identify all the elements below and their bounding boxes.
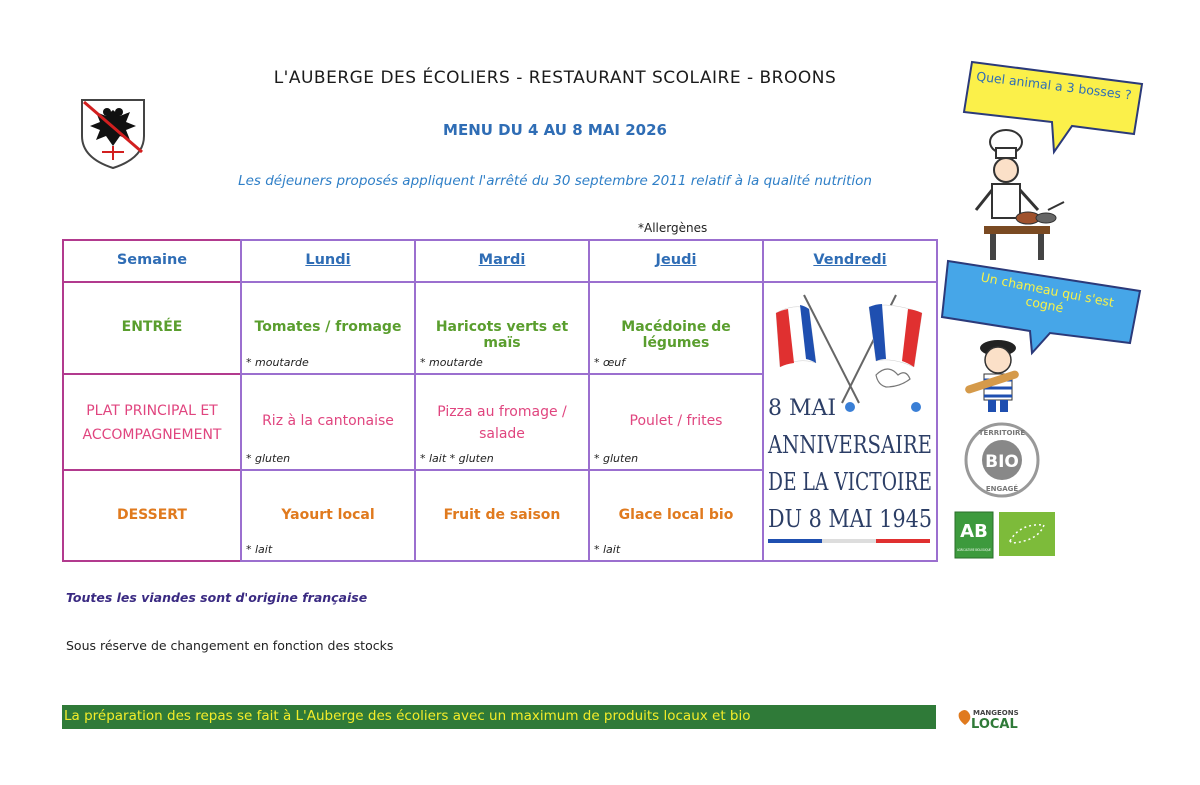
boy-with-baguette-illustration [958,334,1038,414]
menu-cell: Poulet / frites * gluten [588,373,764,471]
menu-cell: Macédoine de légumes * œuf [588,281,764,375]
chef-illustration [966,126,1066,266]
menu-table [62,239,938,562]
header-cell-tuesday: Mardi [414,239,590,283]
menu-cell: Fruit de saison [414,469,590,562]
svg-text:LOCAL: LOCAL [971,717,1018,732]
victory-line-3: DE LA VICTOIRE [768,468,932,496]
menu-cell: Haricots verts et maïs * moutarde [414,281,590,375]
local-produce-banner: La préparation des repas se fait à L'Auberge des écoliers avec un maximum de produits locaux et bio [62,705,936,729]
nutrition-decree: Les déjeuners proposés appliquent l'arrêté du 30 septembre 2011 relatif à la qualité nutrition [238,173,872,189]
row-label-starter: ENTRÉE [62,281,242,375]
territoire-bio-engage-logo [962,420,1042,500]
svg-text:AB: AB [960,521,988,542]
svg-text:MANGEONS: MANGEONS [973,709,1019,717]
ab-organic-logo [954,511,994,559]
svg-text:ENGAGÉ: ENGAGÉ [985,485,1019,493]
friday-victory-cell [762,281,938,562]
victory-day-illustration [764,283,936,560]
victory-line-2: ANNIVERSAIRE [767,431,932,459]
meat-origin-note: Toutes les viandes sont d'origine française [66,590,368,605]
coat-of-arms-icon [78,96,148,170]
menu-cell: Yaourt local * lait [240,469,416,562]
row-label-dessert: DESSERT [62,469,242,562]
menu-cell: Riz à la cantonaise * gluten [240,373,416,471]
riddle-question: Quel animal a 3 bosses ? [975,68,1133,103]
header-cell-thursday: Jeudi [588,239,764,283]
menu-cell: Tomates / fromage * moutarde [240,281,416,375]
menu-cell: Pizza au fromage / salade * lait * gluten [414,373,590,471]
allergens-label: *Allergènes [638,221,708,235]
stock-notice: Sous réserve de changement en fonction des stocks [66,638,394,653]
header-cell-friday: Vendredi [762,239,938,283]
svg-text:AGRICULTURE BIOLOGIQUE: AGRICULTURE BIOLOGIQUE [957,548,992,552]
victory-line-4: DU 8 MAI 1945 [768,505,932,533]
eu-organic-leaf-logo [998,511,1056,557]
riddle-answer: Un chameau qui s'est cogné [979,269,1116,316]
victory-line-1: 8 MAI [768,396,837,421]
menu-cell: Glace local bio * lait [588,469,764,562]
mangeons-local-logo [955,705,1031,731]
header-cell-monday: Lundi [240,239,416,283]
header-cell-week: Semaine [62,239,242,283]
row-label-main-course: PLAT PRINCIPAL ET ACCOMPAGNEMENT [62,373,242,471]
svg-text:TERRITOIRE: TERRITOIRE [978,429,1026,437]
svg-text:BIO: BIO [985,452,1019,472]
menu-dates: MENU DU 4 AU 8 MAI 2026 [443,121,667,139]
page-title: L'AUBERGE DES ÉCOLIERS - RESTAURANT SCOLAIRE - BROONS [273,68,837,88]
